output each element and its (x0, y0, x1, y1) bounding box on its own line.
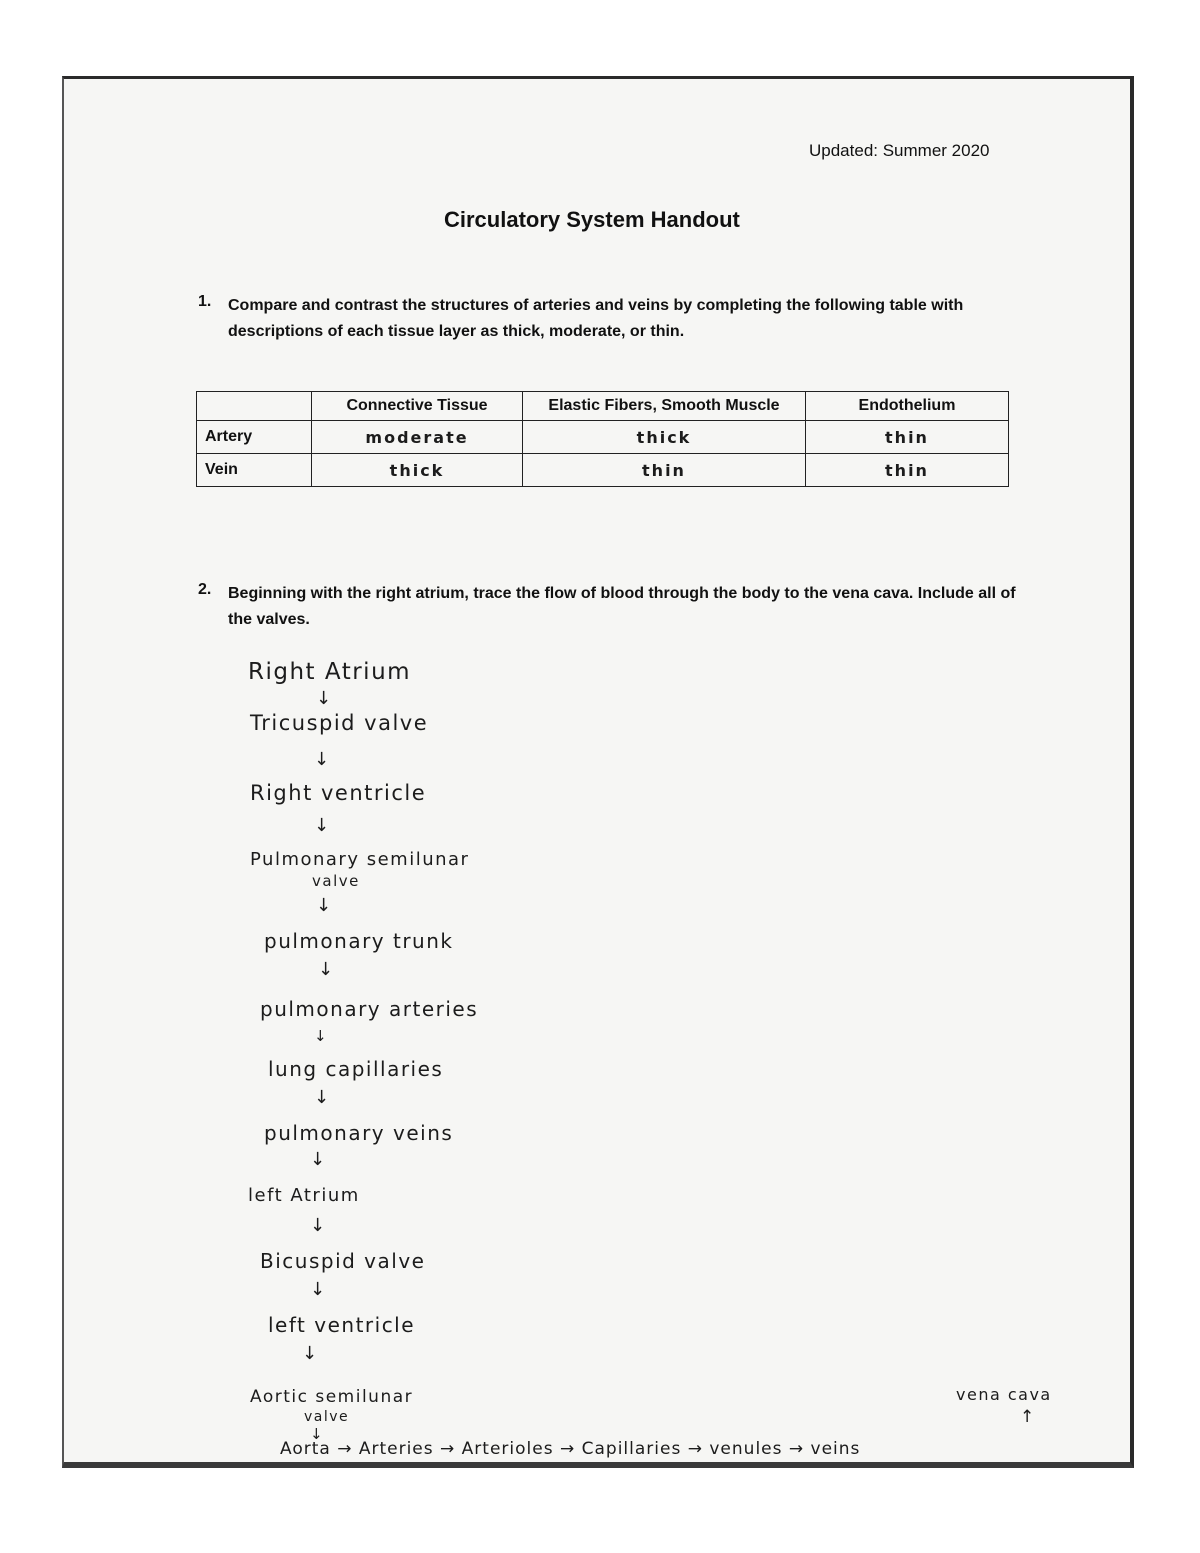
table-header-connective: Connective Tissue (312, 392, 523, 421)
flow-step-aortic-semilunar: Aortic semilunar (250, 1387, 414, 1407)
row-label-artery: Artery (197, 421, 312, 454)
flow-arrow-5: ↓ (318, 959, 334, 980)
table-header-empty (197, 392, 312, 421)
flow-arrow-9: ↓ (310, 1215, 326, 1236)
artery-elastic-answer: thick (523, 421, 806, 454)
vein-connective-answer: thick (312, 454, 523, 487)
flow-step-aortic-valve: valve (304, 1409, 350, 1425)
artery-endothelium-answer: thin (806, 421, 1009, 454)
flow-arrow-1: ↓ (316, 688, 332, 709)
question-1-text: Compare and contrast the structures of arteries and veins by completing the following table with descriptions of each tissue layer as thick, moderate, or thin. (228, 297, 964, 340)
table-header-endothelium: Endothelium (806, 392, 1009, 421)
tissue-layer-table (196, 391, 1009, 487)
handout-page (62, 76, 1134, 1468)
vein-endothelium-answer: thin (806, 454, 1009, 487)
question-2-number: 2. (198, 581, 212, 598)
flow-step-lung-capillaries: lung capillaries (268, 1057, 444, 1081)
flow-step-bicuspid: Bicuspid valve (260, 1249, 426, 1273)
table-row-artery (197, 421, 1009, 454)
flow-step-pulmonary-valve: valve (312, 872, 360, 890)
page-title: Circulatory System Handout (444, 207, 740, 232)
table-header-row (197, 392, 1009, 421)
flow-step-right-atrium: Right Atrium (248, 659, 412, 685)
flow-arrow-12: ↓ (310, 1425, 323, 1443)
question-1-number: 1. (198, 293, 212, 310)
vein-elastic-answer: thin (523, 454, 806, 487)
flow-step-left-atrium: left Atrium (248, 1185, 360, 1206)
flow-step-left-ventricle: left ventricle (268, 1313, 416, 1337)
artery-connective-answer: moderate (312, 421, 523, 454)
flow-step-tricuspid: Tricuspid valve (250, 711, 429, 735)
flow-arrow-7: ↓ (314, 1087, 330, 1108)
question-2-text: Beginning with the right atrium, trace the flow of blood through the body to the vena cava. Include all of the valves. (228, 585, 1016, 628)
flow-arrow-up: ↑ (1020, 1407, 1035, 1427)
flow-step-right-ventricle: Right ventricle (250, 781, 427, 805)
flow-arrow-4: ↓ (316, 895, 332, 916)
flow-step-pulmonary-veins: pulmonary veins (264, 1121, 454, 1145)
table-header-elastic: Elastic Fibers, Smooth Muscle (523, 392, 806, 421)
flow-arrow-6: ↓ (314, 1027, 327, 1045)
flow-arrow-3: ↓ (314, 815, 330, 836)
flow-step-pulmonary-arteries: pulmonary arteries (260, 997, 479, 1021)
flow-arrow-10: ↓ (310, 1279, 326, 1300)
flow-bottom-line: Aorta → Arteries → Arterioles → Capillaries → venules → veins (280, 1439, 861, 1459)
flow-step-pulmonary-trunk: pulmonary trunk (264, 929, 454, 953)
flow-step-pulmonary-semilunar: Pulmonary semilunar (250, 849, 470, 870)
flow-arrow-2: ↓ (314, 749, 330, 770)
row-label-vein: Vein (197, 454, 312, 487)
table-row-vein (197, 454, 1009, 487)
flow-arrow-11: ↓ (302, 1343, 318, 1364)
updated-date: Updated: Summer 2020 (809, 141, 990, 160)
flow-arrow-8: ↓ (310, 1149, 326, 1170)
flow-vena-cava: vena cava (956, 1385, 1052, 1404)
